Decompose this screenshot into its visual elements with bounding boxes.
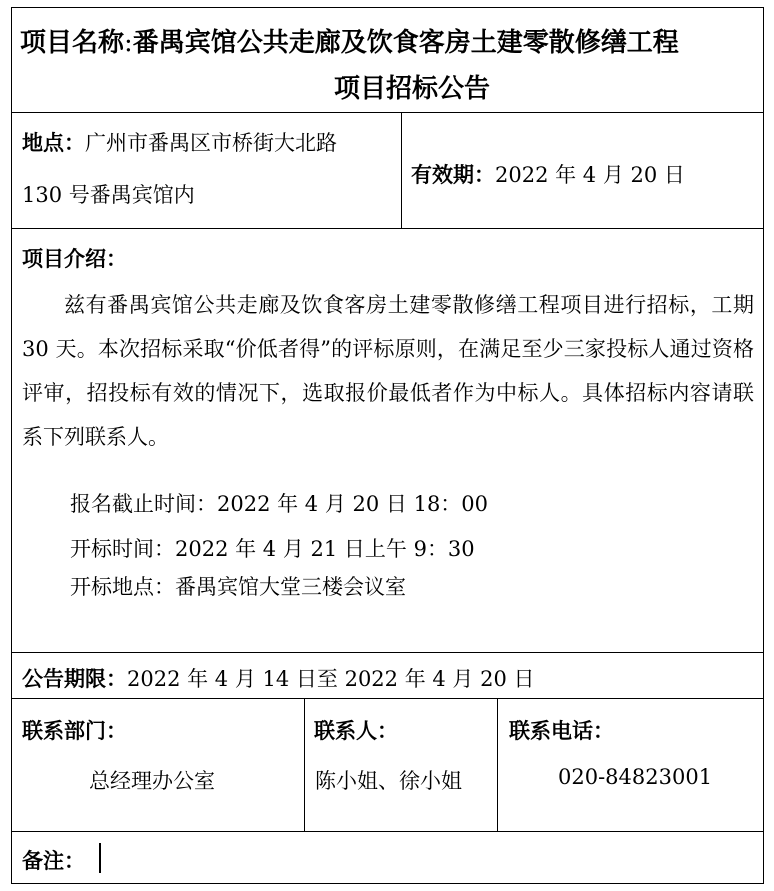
contact-dept-label: 联系部门：	[22, 719, 127, 743]
contact-dept-value: 总经理办公室	[89, 769, 215, 793]
location-cell	[11, 112, 402, 229]
title-separator: :	[124, 28, 133, 58]
contact-phone-cell	[497, 698, 764, 832]
contact-person-value: 陈小姐、徐小姐	[315, 769, 462, 793]
title-line-1	[20, 22, 679, 59]
validity-line	[411, 159, 685, 189]
location-value-1: 广州市番禺区市桥街大北路	[85, 131, 337, 155]
title-line-2: 项目招标公告	[334, 74, 491, 104]
validity-cell	[401, 112, 764, 229]
contact-phone-label: 联系电话：	[509, 719, 614, 743]
intro-paragraph: 兹有番禺宾馆公共走廊及饮食客房土建零散修缮工程项目进行招标，工期 30 天。本次招标采取“价低者得”的评标原则，在满足至少三家投标人通过资格评审，招投标有效的情况下，选取报价最低者作为中标人。具体招标内容请联系下列联系人。	[22, 293, 754, 449]
contact-dept-cell	[11, 698, 305, 832]
location-line-1	[22, 127, 337, 157]
intro-label: 项目介绍：	[22, 247, 127, 271]
contact-person-label: 联系人：	[314, 719, 398, 743]
validity-label: 有效期：	[411, 163, 495, 187]
registration-deadline: 报名截止时间：2022 年 4 月 20 日 18：00	[70, 492, 489, 516]
intro-cell	[11, 228, 764, 653]
remarks-label: 备注：	[22, 849, 85, 873]
contact-phone-value: 020-84823001	[558, 765, 713, 789]
text-cursor	[99, 843, 101, 873]
notice-period-label: 公告期限：	[22, 667, 127, 691]
location-value-2: 130 号番禺宾馆内	[22, 183, 195, 207]
validity-value: 2022 年 4 月 20 日	[495, 163, 685, 187]
title-label: 项目名称	[20, 28, 125, 58]
location-label: 地点：	[22, 131, 85, 155]
title-cell	[11, 7, 764, 113]
project-name: 番禺宾馆公共走廊及饮食客房土建零散修缮工程	[132, 28, 679, 58]
notice-period-line	[22, 663, 534, 693]
notice-period-cell	[11, 652, 764, 699]
remarks-cell[interactable]	[11, 831, 764, 884]
opening-time: 开标时间：2022 年 4 月 21 日上午 9：30	[70, 537, 475, 561]
tender-notice-table	[11, 7, 764, 884]
opening-place: 开标地点：番禺宾馆大堂三楼会议室	[70, 575, 406, 599]
contact-person-cell	[304, 698, 498, 832]
notice-period-value: 2022 年 4 月 14 日至 2022 年 4 月 20 日	[127, 667, 535, 691]
